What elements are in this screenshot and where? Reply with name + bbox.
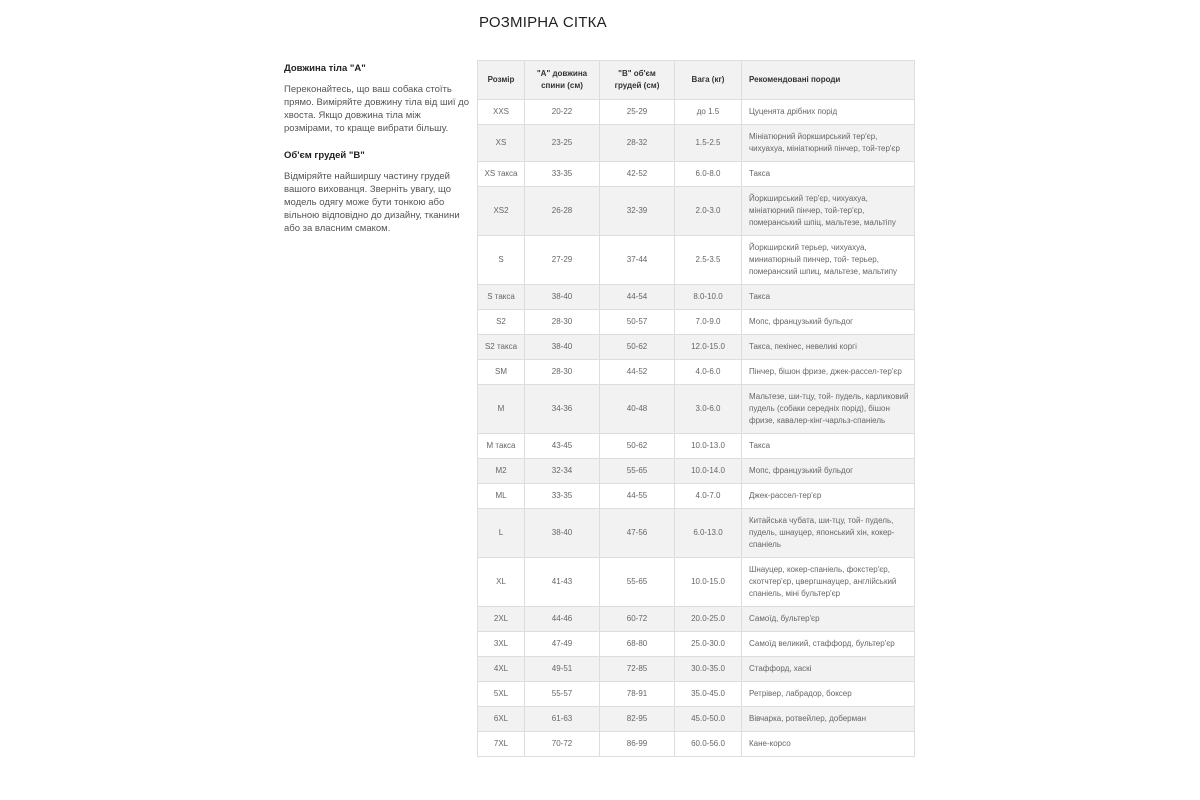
cell-chest-girth: 55-65 — [600, 459, 675, 484]
cell-size: S2 такса — [478, 335, 525, 360]
cell-chest-girth: 37-44 — [600, 236, 675, 285]
cell-chest-girth: 44-52 — [600, 360, 675, 385]
cell-back-length: 28-30 — [525, 310, 600, 335]
cell-weight: 1.5-2.5 — [675, 125, 742, 162]
cell-chest-girth: 78-91 — [600, 682, 675, 707]
cell-back-length: 44-46 — [525, 607, 600, 632]
cell-chest-girth: 44-54 — [600, 285, 675, 310]
cell-back-length: 32-34 — [525, 459, 600, 484]
cell-chest-girth: 72-85 — [600, 657, 675, 682]
cell-back-length: 43-45 — [525, 434, 600, 459]
cell-size: XS — [478, 125, 525, 162]
cell-weight: 60.0-56.0 — [675, 732, 742, 757]
column-header-chest-girth: "В" об'єм грудей (см) — [600, 61, 675, 100]
cell-back-length: 28-30 — [525, 360, 600, 385]
cell-weight: 2.5-3.5 — [675, 236, 742, 285]
cell-back-length: 20-22 — [525, 100, 600, 125]
cell-back-length: 47-49 — [525, 632, 600, 657]
table-row — [478, 607, 915, 632]
cell-size: 3XL — [478, 632, 525, 657]
cell-breeds: Такса, пекінес, невеликі коргі — [742, 335, 915, 360]
cell-back-length: 38-40 — [525, 285, 600, 310]
guide-heading-length: Довжина тіла "А" — [284, 63, 366, 74]
guide-text-chest: Відміряйте найширшу частину грудей вашого вихованця. Зверніть увагу, що модель одягу може бути тонкою або вільною відповідно до дизайну, тканини або за власним смаком. — [284, 171, 460, 234]
table-row — [478, 459, 915, 484]
cell-breeds: Стаффорд, хаскі — [742, 657, 915, 682]
cell-weight: до 1.5 — [675, 100, 742, 125]
cell-weight: 35.0-45.0 — [675, 682, 742, 707]
cell-weight: 7.0-9.0 — [675, 310, 742, 335]
cell-breeds: Джек-рассел-тер'єр — [742, 484, 915, 509]
cell-size: XL — [478, 558, 525, 607]
measurement-guide — [284, 62, 469, 249]
cell-weight: 30.0-35.0 — [675, 657, 742, 682]
cell-size: 6XL — [478, 707, 525, 732]
table-row — [478, 707, 915, 732]
cell-breeds: Цуценята дрібних порід — [742, 100, 915, 125]
table-row — [478, 509, 915, 558]
size-chart-table — [477, 60, 915, 757]
cell-size: S — [478, 236, 525, 285]
cell-chest-girth: 44-55 — [600, 484, 675, 509]
table-row — [478, 310, 915, 335]
cell-size: 2XL — [478, 607, 525, 632]
cell-weight: 8.0-10.0 — [675, 285, 742, 310]
column-header-weight: Вага (кг) — [675, 61, 742, 100]
cell-back-length: 38-40 — [525, 509, 600, 558]
cell-size: L — [478, 509, 525, 558]
cell-back-length: 34-36 — [525, 385, 600, 434]
cell-weight: 10.0-15.0 — [675, 558, 742, 607]
cell-breeds: Мопс, французький бульдог — [742, 310, 915, 335]
cell-chest-girth: 68-80 — [600, 632, 675, 657]
cell-breeds: Ретрівер, лабрадор, боксер — [742, 682, 915, 707]
cell-size: XS2 — [478, 187, 525, 236]
cell-back-length: 70-72 — [525, 732, 600, 757]
cell-size: XS такса — [478, 162, 525, 187]
table-row — [478, 187, 915, 236]
column-header-breeds: Рекомендовані породи — [742, 61, 915, 100]
cell-size: M2 — [478, 459, 525, 484]
cell-chest-girth: 55-65 — [600, 558, 675, 607]
cell-size: S2 — [478, 310, 525, 335]
cell-breeds: Вівчарка, ротвейлер, доберман — [742, 707, 915, 732]
cell-weight: 3.0-6.0 — [675, 385, 742, 434]
cell-back-length: 33-35 — [525, 162, 600, 187]
cell-size: S такса — [478, 285, 525, 310]
cell-size: SM — [478, 360, 525, 385]
cell-back-length: 49-51 — [525, 657, 600, 682]
cell-breeds: Мальтезе, ши-тцу, той- пудель, карликовий пудель (собаки середніх порід), бішон фризе, кавалер-кінг-чарльз-спаніель — [742, 385, 915, 434]
column-header-size: Розмір — [478, 61, 525, 100]
cell-weight: 6.0-8.0 — [675, 162, 742, 187]
table-row — [478, 360, 915, 385]
cell-breeds: Китайська чубата, ши-тцу, той- пудель, пудель, шнауцер, японський хін, кокер-спаніель — [742, 509, 915, 558]
table-row — [478, 125, 915, 162]
cell-breeds: Самоїд, бультер'єр — [742, 607, 915, 632]
cell-size: XXS — [478, 100, 525, 125]
cell-size: M — [478, 385, 525, 434]
cell-chest-girth: 28-32 — [600, 125, 675, 162]
cell-chest-girth: 60-72 — [600, 607, 675, 632]
cell-breeds: Кане-корсо — [742, 732, 915, 757]
table-row — [478, 632, 915, 657]
table-row — [478, 285, 915, 310]
table-row — [478, 434, 915, 459]
cell-weight: 12.0-15.0 — [675, 335, 742, 360]
cell-weight: 4.0-6.0 — [675, 360, 742, 385]
cell-back-length: 38-40 — [525, 335, 600, 360]
table-row — [478, 100, 915, 125]
cell-chest-girth: 50-57 — [600, 310, 675, 335]
cell-weight: 6.0-13.0 — [675, 509, 742, 558]
cell-chest-girth: 42-52 — [600, 162, 675, 187]
cell-breeds: Такса — [742, 434, 915, 459]
cell-back-length: 26-28 — [525, 187, 600, 236]
cell-weight: 2.0-3.0 — [675, 187, 742, 236]
table-row — [478, 162, 915, 187]
guide-text-length: Переконайтесь, що ваш собака стоїть прямо. Виміряйте довжину тіла від шиї до хвоста. Якщо довжина тіла між розмірами, то краще вибрати більшу. — [284, 84, 470, 134]
cell-breeds: Такса — [742, 162, 915, 187]
cell-weight: 20.0-25.0 — [675, 607, 742, 632]
table-row — [478, 335, 915, 360]
cell-chest-girth: 50-62 — [600, 335, 675, 360]
guide-heading-chest: Об'єм грудей "В" — [284, 150, 365, 161]
cell-back-length: 33-35 — [525, 484, 600, 509]
cell-back-length: 61-63 — [525, 707, 600, 732]
cell-breeds: Такса — [742, 285, 915, 310]
cell-weight: 45.0-50.0 — [675, 707, 742, 732]
table-row — [478, 236, 915, 285]
cell-breeds: Пінчер, бішон фризе, джек-рассел-тер'єр — [742, 360, 915, 385]
column-header-back-length: "А" довжина спини (см) — [525, 61, 600, 100]
table-row — [478, 558, 915, 607]
table-header-row — [478, 61, 915, 100]
cell-size: M такса — [478, 434, 525, 459]
cell-breeds: Мопс, французький бульдог — [742, 459, 915, 484]
cell-back-length: 27-29 — [525, 236, 600, 285]
page-title: РОЗМІРНА СІТКА — [479, 14, 607, 31]
cell-back-length: 23-25 — [525, 125, 600, 162]
cell-chest-girth: 25-29 — [600, 100, 675, 125]
cell-size: 4XL — [478, 657, 525, 682]
cell-weight: 25.0-30.0 — [675, 632, 742, 657]
table-row — [478, 385, 915, 434]
cell-weight: 10.0-14.0 — [675, 459, 742, 484]
cell-size: 7XL — [478, 732, 525, 757]
cell-back-length: 55-57 — [525, 682, 600, 707]
cell-chest-girth: 40-48 — [600, 385, 675, 434]
table-row — [478, 657, 915, 682]
cell-weight: 4.0-7.0 — [675, 484, 742, 509]
cell-chest-girth: 82-95 — [600, 707, 675, 732]
cell-breeds: Йоркширський тер'єр, чихуахуа, мініатюрний пінчер, той-тер'єр, померанський шпіц, мальтезе, мальтіпу — [742, 187, 915, 236]
table-row — [478, 682, 915, 707]
cell-size: 5XL — [478, 682, 525, 707]
cell-size: ML — [478, 484, 525, 509]
cell-breeds: Самоїд великий, стаффорд, бультер'єр — [742, 632, 915, 657]
cell-chest-girth: 32-39 — [600, 187, 675, 236]
cell-chest-girth: 47-56 — [600, 509, 675, 558]
table-row — [478, 732, 915, 757]
cell-weight: 10.0-13.0 — [675, 434, 742, 459]
table-row — [478, 484, 915, 509]
cell-breeds: Йоркширский терьер, чихуахуа, миниатюрный пинчер, той- терьер, померанский шпиц, мальтезе, мальтипу — [742, 236, 915, 285]
cell-breeds: Шнауцер, кокер-спаніель, фокстер'єр, скотчтер'єр, цвергшнауцер, англійський спаніель, міні бультер'єр — [742, 558, 915, 607]
cell-back-length: 41-43 — [525, 558, 600, 607]
cell-chest-girth: 86-99 — [600, 732, 675, 757]
cell-chest-girth: 50-62 — [600, 434, 675, 459]
cell-breeds: Мініатюрний йоркширський тер'єр, чихуахуа, мініатюрний пінчер, той-тер'єр — [742, 125, 915, 162]
